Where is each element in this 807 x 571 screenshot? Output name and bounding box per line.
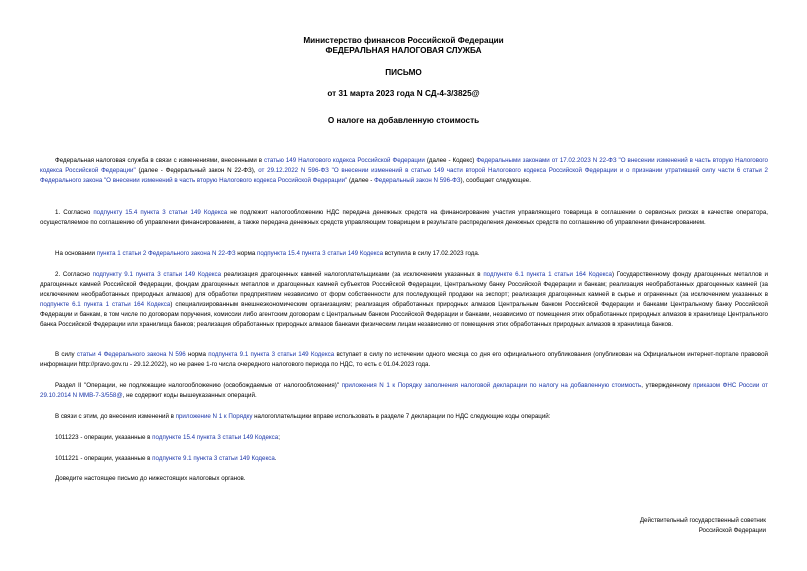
text: не подлежит налогообложению НДС передача денежных средств на финансирование участия управляющего товарища в соглашении о сервисных рисках в качестве оператора, осуществляемое по соглашению об управлении финансированием, а также передача денежных средств управляющим товарищем в результате распределения денежных средств по соглашению об управлении финансированием. <box>40 209 769 226</box>
document-subject: О налоге на добавленную стоимость <box>327 116 480 125</box>
link-law-22fz-article-2[interactable]: пункта 1 статьи 2 Федерального закона N 22-ФЗ <box>96 250 236 257</box>
text: Доведите настоящее письмо до нижестоящих налоговых органов. <box>55 475 246 482</box>
text: На основании <box>55 250 97 257</box>
signature-line-1: Действительный государственный советник <box>639 517 766 524</box>
document-date-number: от 31 марта 2023 года N СД-4-3/3825@ <box>327 89 480 98</box>
text: вступила в силу 17.02.2023 года. <box>383 250 480 257</box>
text: норма <box>185 351 209 358</box>
text: , не содержит коды вышеуказанных операций. <box>122 392 257 399</box>
text: Раздел II "Операции, не подлежащие налогообложению (освобождаемые от налогообложения)" <box>55 382 342 389</box>
text: . <box>274 455 277 462</box>
intro-paragraph <box>40 156 768 186</box>
text: ), сообщает следующее. <box>460 177 531 184</box>
text: В силу <box>55 351 77 358</box>
link-article-164[interactable]: подпункте 6.1 пункта 1 статьи 164 Кодекса <box>483 271 612 278</box>
text: 1. Согласно <box>55 209 94 216</box>
text: Федеральная налоговая служба в связи с изменениями, внесенными в <box>55 157 265 164</box>
link-subpoint-9-1[interactable]: подпункте 9.1 пункта 3 статьи 149 Кодекса <box>152 455 275 462</box>
link-appendix-1-order[interactable]: приложение N 1 к Порядку <box>175 413 253 420</box>
link-fns-order[interactable]: приказом ФНС России от 29.10.2014 N ММВ-7-3/558@ <box>40 382 769 399</box>
text: В связи с этим, до внесения изменений в <box>55 413 176 420</box>
text: (далее - Федеральный закон N 22-ФЗ), <box>135 167 259 174</box>
paragraph-4 <box>40 350 768 370</box>
paragraph-3 <box>40 270 768 330</box>
text: , утвержденному <box>641 382 694 389</box>
link-law-596fz-short[interactable]: Федеральный закон N 596-ФЗ <box>374 177 461 184</box>
text: норма <box>235 250 258 257</box>
text: реализация драгоценных камней налогоплательщиками (за исключением указанных в <box>221 271 484 278</box>
text: 1011223 - операции, указанные в <box>55 434 153 441</box>
service-name: ФЕДЕРАЛЬНАЯ НАЛОГОВАЯ СЛУЖБА <box>325 46 482 55</box>
text: 2. Согласно <box>55 271 93 278</box>
link-law-596fz[interactable]: от 29.12.2022 N 596-ФЗ "О внесении изменений в статью 149 части второй Налогового кодекса Российской Федерации и о признании утратившей силу части 6 статьи 2 Федерального закона "О внесении изменений в часть вторую Налогового кодекса Российской Федерации" <box>40 167 768 184</box>
link-subpoint-9-1[interactable]: подпункту 9.1 пункта 3 статьи 149 Кодекса <box>92 271 222 278</box>
paragraph-1 <box>40 208 768 228</box>
text: ; <box>278 434 280 441</box>
document-type: ПИСЬМО <box>385 68 422 77</box>
paragraph-2 <box>40 249 768 259</box>
text: вступает в силу по истечении одного месяца со дня его официального опубликования (опубликован на Официальном интернет-портале правовой информации http://pravo.gov.ru - 29.12.2022), но не ранее 1-го числа очередного налогового периода по НДС, то есть с 01.04.2023 года. <box>40 351 768 368</box>
text: налогоплательщики вправе использовать в разделе 7 декларации по НДС следующие коды операций: <box>252 413 551 420</box>
text: ) Государственному фонду драгоценных металлов и драгоценных камней Российской Федерации, фондам драгоценных металлов и драгоценных камней субъектов Российской Федерации, Центральному банку Российской Федерации и банкам; реализация необработанных драгоценных камней (за исключением необработанных природных алмазов) для обработки предприятием независимо от форм собственности для последующей продажи на экспорт; реализация драгоценных камней в сырье и ограненных (за исключением указанных в <box>40 271 768 298</box>
link-law-22fz[interactable]: Федеральными законами от 17.02.2023 N 22-ФЗ "О внесении изменений в часть вторую Налогового кодекса Российской Федерации" <box>40 157 768 174</box>
text: ) специализированным внешнеэкономическим организациям; реализация обработанных природных алмазов Центральным банком Российской Федерации и банками Центральному банку Российской Федерации и банкам, в том числе по договорам поручения, комиссии либо агентским договорам с Центральным банком Российской Федерации и банками, независимо от помещения этих обработанных природных алмазов в хранилище Центрального банка Российской Федерации или хранилища банков; реализация обработанных природных алмазов банками физическим лицам независимо от помещения этих обработанных природных алмазов в хранилища банков. <box>40 301 768 328</box>
paragraph-7 <box>40 433 768 443</box>
text: 1011221 - операции, указанные в <box>55 455 153 462</box>
link-subpoint-15-4[interactable]: подпункте 15.4 пункта 3 статьи 149 Кодекса <box>152 434 279 441</box>
link-article-149[interactable]: статью 149 Налогового кодекса Российской Федерации <box>264 157 425 164</box>
ministry-name: Министерство финансов Российской Федерации <box>303 36 504 45</box>
paragraph-6 <box>40 412 768 422</box>
link-subpoint-15-4[interactable]: подпункта 15.4 пункта 3 статьи 149 Кодекса <box>257 250 384 257</box>
paragraph-9 <box>40 474 768 484</box>
signature-line-2: Российской Федерации <box>698 527 766 534</box>
link-article-164[interactable]: подпункте 6.1 пункта 1 статьи 164 Кодекса <box>40 301 171 308</box>
link-subpoint-15-4[interactable]: подпункту 15.4 пункта 3 статьи 149 Кодекса <box>93 209 228 216</box>
paragraph-8 <box>40 454 768 464</box>
link-appendix-1[interactable]: приложения N 1 к Порядку заполнения налоговой декларации по налогу на добавленную стоимость <box>341 382 642 389</box>
paragraph-5 <box>40 381 768 401</box>
text: (далее - <box>347 177 375 184</box>
link-law-596-article-4[interactable]: статьи 4 Федерального закона N 596 <box>76 351 186 358</box>
link-subpoint-9-1[interactable]: подпункта 9.1 пункта 3 статьи 149 Кодекса <box>208 351 335 358</box>
text: (далее - Кодекс) <box>424 157 477 164</box>
